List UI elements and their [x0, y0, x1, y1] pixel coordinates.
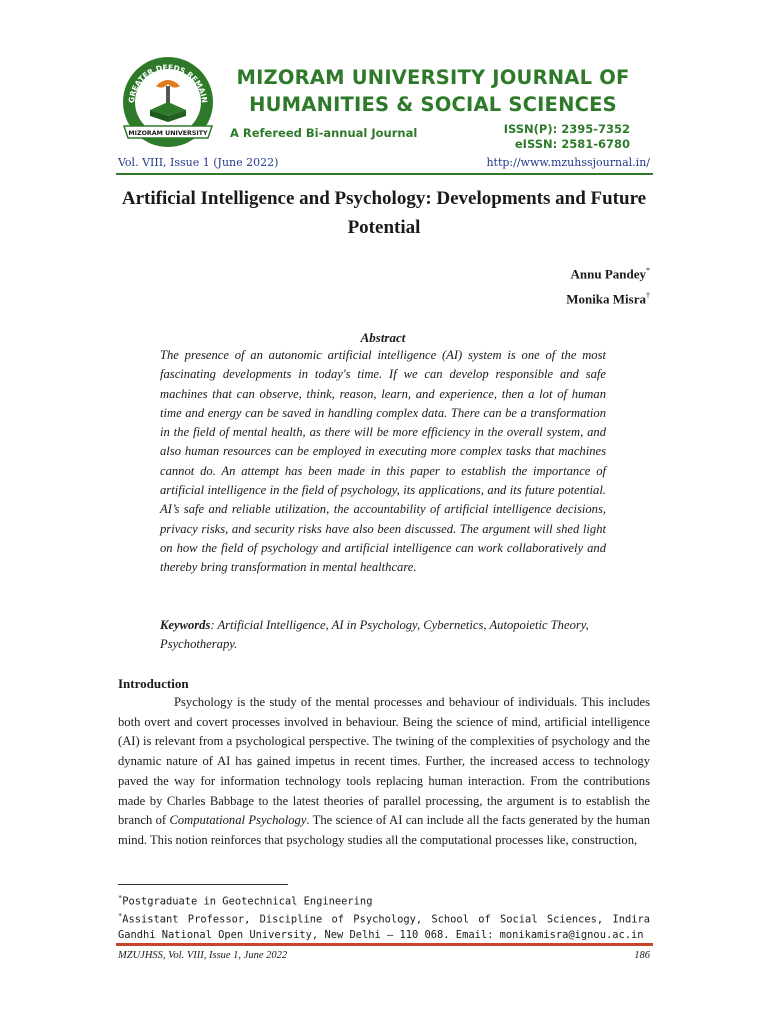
keywords-list: : Artificial Intelligence, AI in Psychology, Cybernetics, Autopoietic Theory, Psychotherapy. [160, 618, 589, 652]
intro-text-part2: . The science of AI can include all the facts generated by the human mind. This notion reinforces that psychology studies all the computational processes like, construction, [118, 813, 650, 847]
footer-citation: MZUJHSS, Vol. VIII, Issue 1, June 2022 [118, 950, 288, 961]
seal-year-left: 2001 [128, 142, 142, 148]
keywords [160, 616, 606, 655]
author-1 [566, 260, 650, 285]
volume-issue: Vol. VIII, Issue 1 (June 2022) [118, 156, 279, 169]
footnote-text: Assistant Professor, Discipline of Psychology, School of Social Sciences, Indira Gandhi National Open University, New Delhi – 110 068. Email: monikamisra@ignou.ac.in [118, 913, 650, 941]
journal-url-link[interactable]: http://www.mzuhssjournal.in/ [486, 156, 650, 169]
footnote-2 [118, 909, 650, 942]
author-mark: † [646, 291, 650, 301]
page-number: 186 [634, 950, 650, 961]
journal-title-line2: HUMANITIES & SOCIAL SCIENCES [249, 93, 617, 116]
seal-top-text: GREATER DEEDS REMAIN [126, 62, 210, 104]
intro-text-part1: Psychology is the study of the mental processes and behaviour of individuals. This includes both overt and covert processes involved in behaviour. Being the science of mind, artificial intelligence (AI) is relevant from a psychological perspective. The twining of the complexities of psychology and the dynamic nature of AI has gained impetus in recent times. Further, the increased access to technology paved the way for information technology tools replacing human interaction. From the contributions made by Charles Babbage to the latest theories of parallel processing, the argument is to establish the branch of [118, 695, 650, 828]
footnote-1 [118, 891, 650, 909]
intro-italic-term: Computational Psychology [169, 813, 307, 828]
section-heading-introduction: Introduction [118, 676, 189, 691]
header-divider [116, 173, 653, 175]
volume-line [118, 156, 650, 169]
keywords-label: Keywords [160, 618, 211, 632]
seal-banner-text: MIZORAM UNIVERSITY [128, 130, 208, 137]
issn-electronic: eISSN: 2581-6780 [514, 137, 630, 151]
footnote-mark: * [118, 912, 123, 921]
journal-title [228, 64, 638, 118]
author-2 [566, 285, 650, 310]
page-footer [118, 950, 650, 961]
university-seal-icon [118, 52, 218, 152]
journal-title-line1: MIZORAM UNIVERSITY JOURNAL OF [236, 66, 630, 89]
footnote-divider [118, 884, 288, 885]
paper-title: Artificial Intelligence and Psychology: Developments and Future Potential [121, 188, 647, 238]
author-list [566, 260, 650, 311]
author-name: Annu Pandey [570, 266, 646, 282]
footnotes [118, 891, 650, 943]
footnote-text: Postgraduate in Geotechnical Engineering [122, 895, 373, 908]
journal-tagline: A Refereed Bi-annual Journal [230, 126, 418, 140]
abstract-heading: Abstract [360, 330, 406, 345]
issn-block [504, 122, 630, 152]
author-name: Monika Misra [566, 291, 646, 307]
abstract-text: The presence of an autonomic artificial intelligence (AI) system is one of the most fascinating developments in today's time. If we can develop responsible and safe machines that can observe, think, reason, learn, and experience, then a lot of human time and energy can be saved in handling complex data. There can be a transformation in the field of mental health, as there will be more efficiency in the overall system, and also human resources can be employed in executing more complex tasks that machines cannot do. An attempt has been made in this paper to establish the importance of artificial intelligence in the field of psychology, its applications, and its future potential. AI’s safe and reliable utilization, the accountability of artificial intelligence decisions, privacy risks, and security risks have also been discussed. The argument will shed light on how the field of psychology and artificial intelligence can work collaboratively and thereby bring transformation in mental healthcare. [160, 348, 606, 575]
author-mark: * [646, 266, 650, 275]
seal-year-right: 2001 [196, 142, 210, 148]
issn-print: ISSN(P): 2395-7352 [503, 122, 630, 136]
introduction-paragraph [118, 693, 650, 851]
footer-divider [116, 943, 653, 946]
footnote-mark: * [118, 894, 123, 902]
